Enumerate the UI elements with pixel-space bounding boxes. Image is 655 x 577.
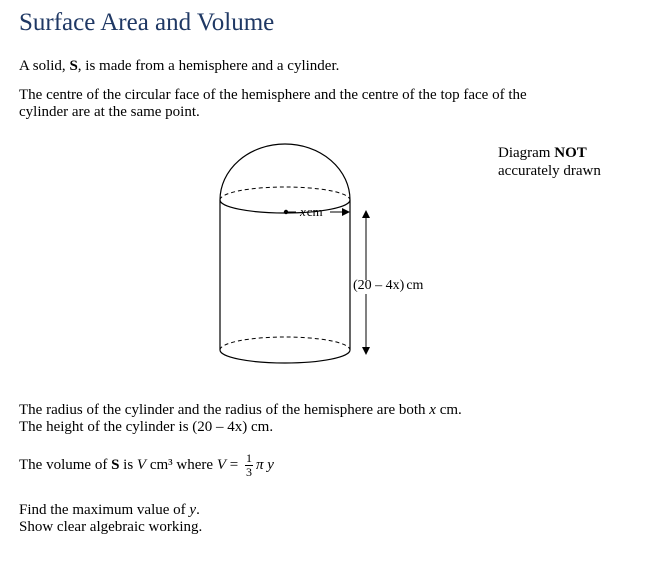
solid-name: S	[69, 58, 78, 74]
volume-line: The volume of S is V cm³ where V = $\frac{1}{3}$ π y	[19, 451, 274, 479]
task-paragraph: Find the maximum value of y. Show clear algebraic working.	[19, 502, 203, 535]
intro-paragraph: A solid, S, is made from a hemisphere and a cylinder.	[19, 58, 340, 74]
radius-paragraph: The radius of the cylinder and the radius of the hemisphere are both x cm. The height of the cylinder is (20 – 4x) cm.	[19, 402, 462, 435]
svg-text:(20 – 4x)cm	[353, 278, 424, 293]
one-third-fraction: $\frac{1}{3}$	[245, 451, 252, 479]
top-ellipse-back	[220, 187, 350, 200]
svg-text:xcm	[299, 204, 323, 219]
hemisphere-outline	[220, 144, 350, 200]
height-label: (20 – 4x)	[353, 278, 405, 293]
height-unit: cm	[406, 278, 424, 293]
bottom-ellipse-back	[220, 337, 350, 350]
bottom-ellipse-front	[220, 350, 350, 363]
radius-variable: x	[300, 204, 306, 219]
radius-unit: cm	[306, 204, 323, 219]
centre-paragraph: The centre of the circular face of the hemisphere and the centre of the top face of the cylinder are at the same point.	[19, 87, 527, 120]
diagram-note: Diagram NOT accurately drawn	[498, 145, 601, 179]
centre-point	[284, 210, 288, 214]
pi-symbol: π	[255, 456, 264, 473]
page-title: Surface Area and Volume	[19, 9, 275, 36]
solid-diagram	[210, 138, 450, 368]
